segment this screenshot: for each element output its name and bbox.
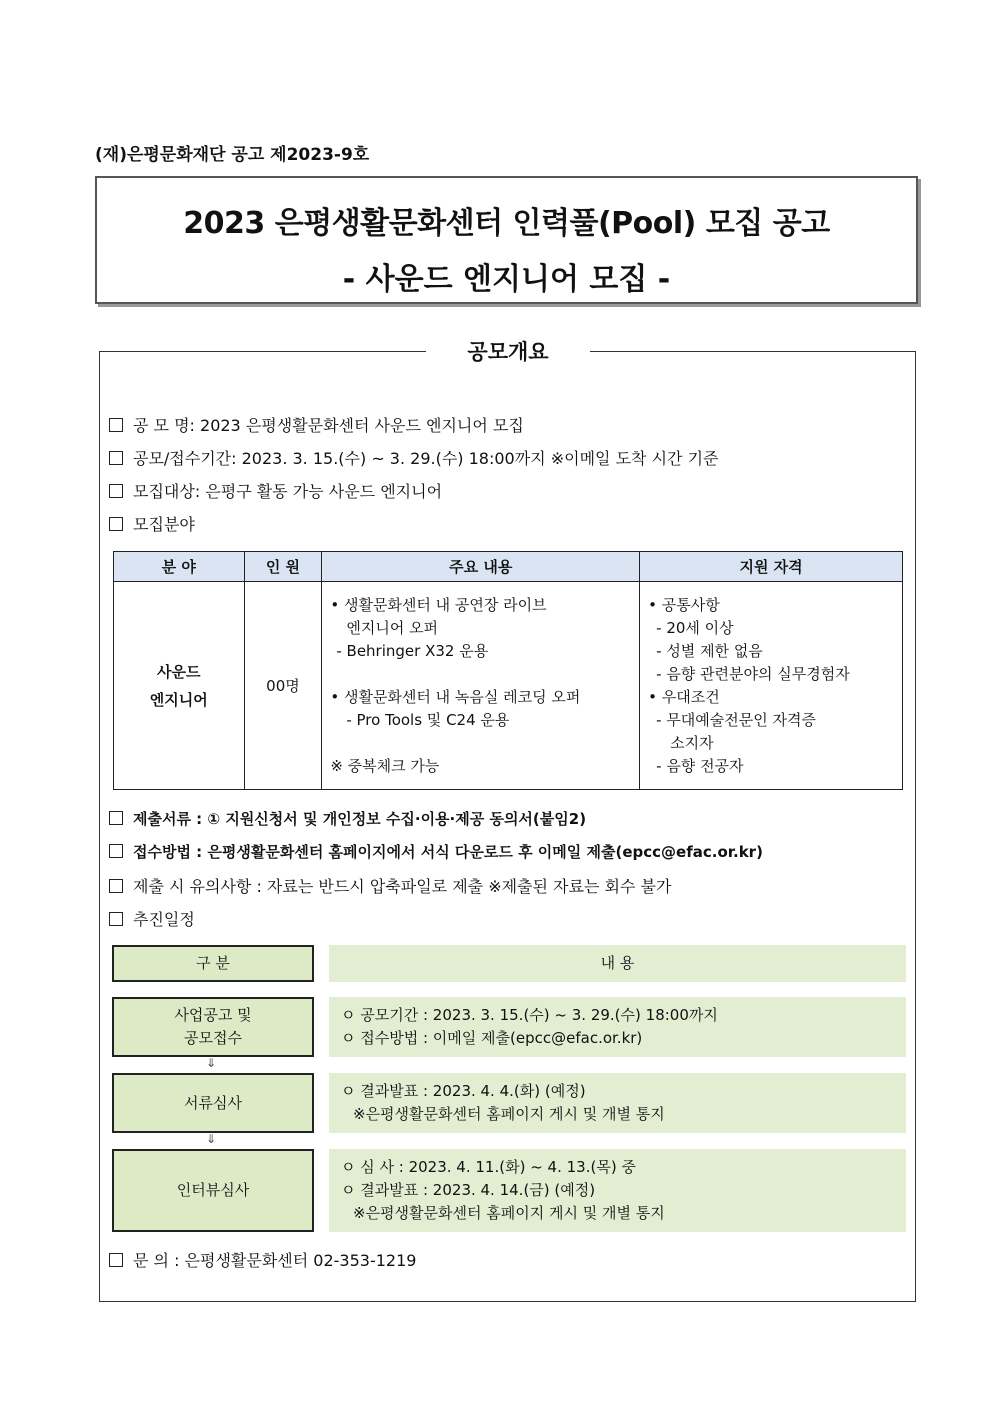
main-title: 2023 은평생활문화센터 인력풀(Pool) 모집 공고 — [183, 206, 830, 241]
down-arrow-icon: ⇓ — [206, 1132, 217, 1146]
down-arrow-icon: ⇓ — [206, 1056, 217, 1070]
schedule-step-content: ㅇ 결과발표 : 2023. 4. 4.(화) (예정) ※은평생활문화센터 홈페이지 게시 및 개별 통지 — [329, 1073, 906, 1133]
field-cell: 사운드 엔지니어 — [114, 582, 245, 790]
checkbox-icon — [109, 451, 123, 465]
qualifications-cell: • 공통사항 - 20세 이상 - 성별 제한 없음 - 음향 관련분야의 실무경험자 • 우대조건 - 무대예술전문인 자격증 소지자 - 음향 전공자 — [640, 582, 903, 790]
schedule-header-label: 구 분 — [112, 945, 314, 982]
item-period: 공모/접수기간: 2023. 3. 15.(수) ~ 3. 29.(수) 18:00까지 ※이메일 도착 시간 기준 — [109, 446, 719, 469]
notice-number: (재)은평문화재단 공고 제2023-9호 — [95, 145, 370, 165]
item-contact: 문 의 : 은평생활문화센터 02-353-1219 — [109, 1248, 416, 1271]
title-box — [95, 176, 918, 304]
checkbox-icon — [109, 811, 123, 825]
sub-title: - 사운드 엔지니어 모집 - — [342, 262, 671, 297]
header-headcount: 인 원 — [244, 552, 322, 582]
header-qualifications: 지원 자격 — [640, 552, 903, 582]
schedule-header-content: 내 용 — [329, 945, 906, 982]
headcount-cell: 00명 — [244, 582, 322, 790]
schedule-step-label: 서류심사 — [112, 1073, 314, 1133]
schedule-step-label: 사업공고 및 공모접수 — [112, 997, 314, 1057]
item-field: 모집분야 — [109, 512, 195, 535]
checkbox-icon — [109, 484, 123, 498]
checkbox-icon — [109, 517, 123, 531]
item-schedule: 추진일정 — [109, 907, 195, 930]
checkbox-icon — [109, 1253, 123, 1267]
checkbox-icon — [109, 844, 123, 858]
schedule-step-content: ㅇ 공모기간 : 2023. 3. 15.(수) ~ 3. 29.(수) 18:00까지 ㅇ 접수방법 : 이메일 제출(epcc@efac.or.kr) — [329, 997, 906, 1057]
header-duties: 주요 내용 — [322, 552, 640, 582]
checkbox-icon — [109, 912, 123, 926]
duties-cell: • 생활문화센터 내 공연장 라이브 엔지니어 오퍼 - Behringer X32 운용 • 생활문화센터 내 녹음실 레코딩 오퍼 - Pro Tools 및 C24 운용 ※ 중복체크 가능 — [322, 582, 640, 790]
recruit-table — [113, 551, 903, 790]
header-field: 분 야 — [114, 552, 245, 582]
checkbox-icon — [109, 418, 123, 432]
item-method: 접수방법 : 은평생활문화센터 홈페이지에서 서식 다운로드 후 이메일 제출(epcc@efac.or.kr) — [109, 841, 763, 862]
item-name: 공 모 명: 2023 은평생활문화센터 사운드 엔지니어 모집 — [109, 413, 524, 436]
overview-heading: 공모개요 — [426, 336, 590, 366]
schedule-step-label: 인터뷰심사 — [112, 1149, 314, 1232]
item-documents: 제출서류 : ① 지원신청서 및 개인정보 수집·이용·제공 동의서(붙임2) — [109, 808, 586, 829]
table-header-row — [114, 552, 903, 582]
checkbox-icon — [109, 879, 123, 893]
item-notes: 제출 시 유의사항 : 자료는 반드시 압축파일로 제출 ※제출된 자료는 회수 불가 — [109, 874, 671, 897]
schedule-step-content: ㅇ 심 사 : 2023. 4. 11.(화) ~ 4. 13.(목) 중 ㅇ 결과발표 : 2023. 4. 14.(금) (예정) ※은평생활문화센터 홈페이지 게시 및 개별 통지 — [329, 1149, 906, 1232]
table-row — [114, 582, 903, 790]
item-target: 모집대상: 은평구 활동 가능 사운드 엔지니어 — [109, 479, 442, 502]
